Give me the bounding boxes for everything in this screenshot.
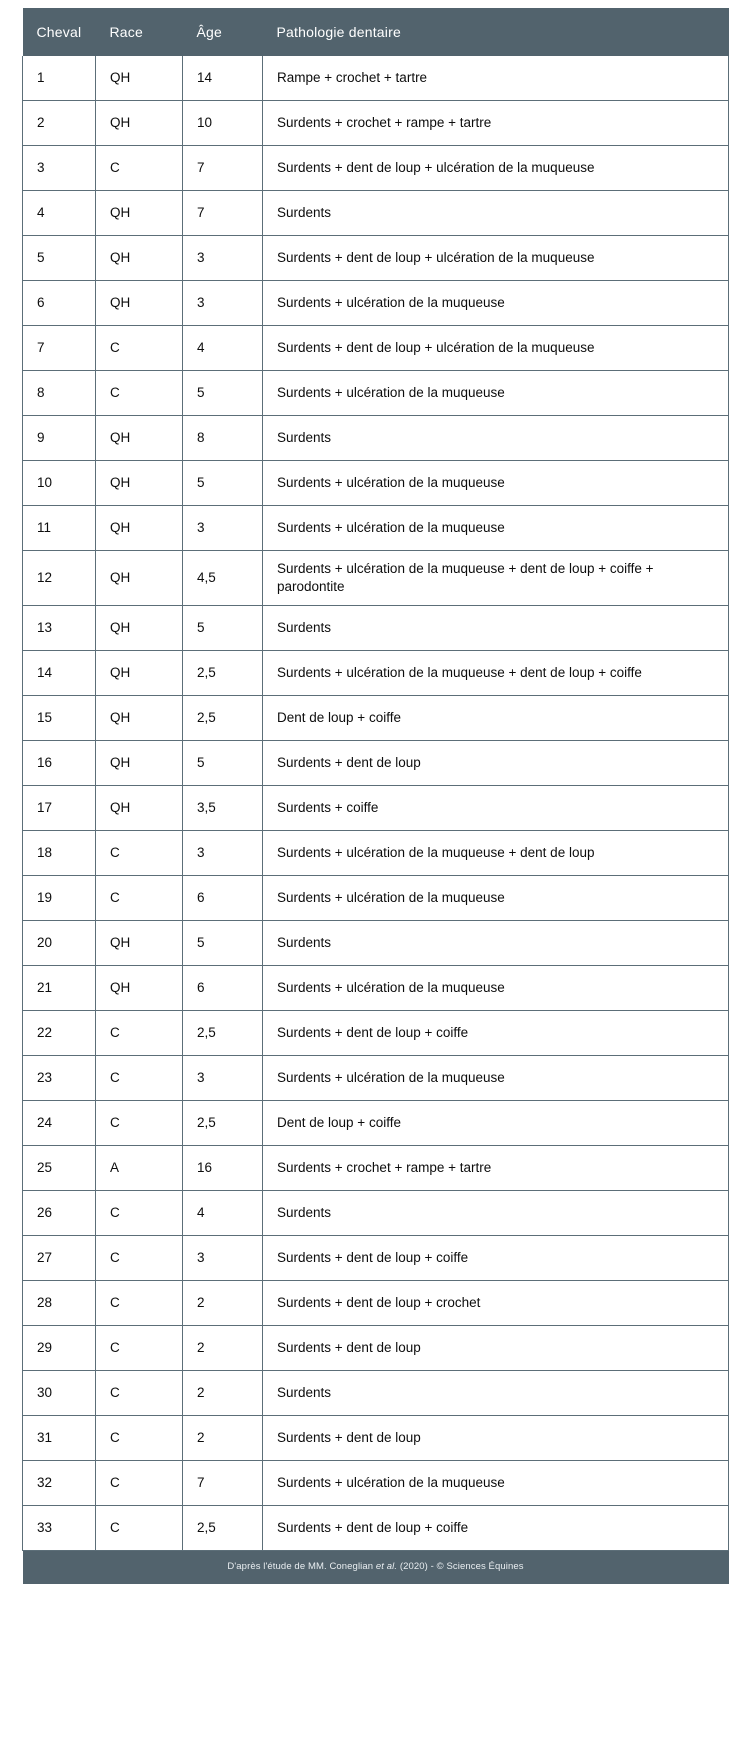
cell-age: 3,5 xyxy=(183,785,263,830)
cell-age: 14 xyxy=(183,56,263,101)
table-row xyxy=(23,551,729,606)
cell-age: 2,5 xyxy=(183,650,263,695)
table-row xyxy=(23,920,729,965)
cell-cheval: 5 xyxy=(23,236,96,281)
cell-cheval: 8 xyxy=(23,371,96,416)
table-row xyxy=(23,1415,729,1460)
cell-cheval: 12 xyxy=(23,551,96,606)
cell-cheval: 11 xyxy=(23,506,96,551)
cell-age: 3 xyxy=(183,1235,263,1280)
cell-race: QH xyxy=(96,785,183,830)
cell-race: C xyxy=(96,1460,183,1505)
cell-race: QH xyxy=(96,56,183,101)
cell-pathologie: Surdents + dent de loup + ulcération de la muqueuse xyxy=(263,146,729,191)
table-row xyxy=(23,56,729,101)
cell-race: C xyxy=(96,875,183,920)
cell-cheval: 28 xyxy=(23,1280,96,1325)
cell-race: QH xyxy=(96,191,183,236)
cell-race: QH xyxy=(96,551,183,606)
dental-pathology-table xyxy=(22,8,729,1584)
cell-cheval: 26 xyxy=(23,1190,96,1235)
cell-pathologie: Surdents + dent de loup xyxy=(263,1415,729,1460)
cell-age: 8 xyxy=(183,416,263,461)
cell-cheval: 10 xyxy=(23,461,96,506)
cell-pathologie: Surdents + ulcération de la muqueuse xyxy=(263,1460,729,1505)
cell-age: 4,5 xyxy=(183,551,263,606)
cell-age: 5 xyxy=(183,920,263,965)
cell-race: C xyxy=(96,1370,183,1415)
cell-cheval: 30 xyxy=(23,1370,96,1415)
cell-cheval: 19 xyxy=(23,875,96,920)
cell-race: QH xyxy=(96,965,183,1010)
cell-pathologie: Surdents xyxy=(263,191,729,236)
table-row xyxy=(23,1460,729,1505)
cell-race: C xyxy=(96,1235,183,1280)
cell-age: 5 xyxy=(183,740,263,785)
cell-pathologie: Surdents + ulcération de la muqueuse xyxy=(263,506,729,551)
cell-pathologie: Dent de loup + coiffe xyxy=(263,1100,729,1145)
cell-age: 2 xyxy=(183,1325,263,1370)
cell-pathologie: Surdents + ulcération de la muqueuse + dent de loup xyxy=(263,830,729,875)
cell-race: C xyxy=(96,1190,183,1235)
table-row xyxy=(23,1055,729,1100)
cell-pathologie: Surdents + ulcération de la muqueuse xyxy=(263,281,729,326)
cell-race: QH xyxy=(96,740,183,785)
source-credit-etal: et al. xyxy=(375,1561,398,1573)
table-row xyxy=(23,1280,729,1325)
cell-race: QH xyxy=(96,650,183,695)
cell-age: 6 xyxy=(183,965,263,1010)
cell-pathologie: Surdents + ulcération de la muqueuse xyxy=(263,965,729,1010)
cell-pathologie: Surdents + dent de loup + crochet xyxy=(263,1280,729,1325)
cell-age: 6 xyxy=(183,875,263,920)
cell-pathologie: Surdents xyxy=(263,1370,729,1415)
cell-pathologie: Surdents + ulcération de la muqueuse xyxy=(263,461,729,506)
cell-pathologie: Surdents + dent de loup + ulcération de la muqueuse xyxy=(263,236,729,281)
cell-cheval: 22 xyxy=(23,1010,96,1055)
table-row xyxy=(23,1325,729,1370)
cell-race: C xyxy=(96,1505,183,1550)
cell-race: C xyxy=(96,326,183,371)
cell-cheval: 16 xyxy=(23,740,96,785)
source-credit xyxy=(23,1550,729,1584)
cell-cheval: 31 xyxy=(23,1415,96,1460)
cell-cheval: 20 xyxy=(23,920,96,965)
cell-age: 2 xyxy=(183,1370,263,1415)
table-row xyxy=(23,371,729,416)
source-credit-prefix: D'après l'étude de MM. Coneglian xyxy=(227,1561,376,1573)
cell-pathologie: Surdents xyxy=(263,416,729,461)
table-row xyxy=(23,1190,729,1235)
table-row xyxy=(23,875,729,920)
cell-race: A xyxy=(96,1145,183,1190)
cell-cheval: 14 xyxy=(23,650,96,695)
cell-pathologie: Surdents + dent de loup + ulcération de la muqueuse xyxy=(263,326,729,371)
cell-age: 16 xyxy=(183,1145,263,1190)
table-row xyxy=(23,965,729,1010)
cell-race: C xyxy=(96,371,183,416)
cell-race: QH xyxy=(96,281,183,326)
cell-cheval: 13 xyxy=(23,605,96,650)
cell-age: 3 xyxy=(183,1055,263,1100)
cell-cheval: 15 xyxy=(23,695,96,740)
cell-age: 2 xyxy=(183,1415,263,1460)
cell-cheval: 24 xyxy=(23,1100,96,1145)
cell-race: C xyxy=(96,1415,183,1460)
cell-pathologie: Surdents + dent de loup xyxy=(263,740,729,785)
cell-pathologie: Surdents + coiffe xyxy=(263,785,729,830)
cell-cheval: 4 xyxy=(23,191,96,236)
table-row xyxy=(23,1370,729,1415)
cell-pathologie: Surdents + ulcération de la muqueuse + dent de loup + coiffe xyxy=(263,650,729,695)
table-row xyxy=(23,191,729,236)
column-header-pathologie-dentaire: Pathologie dentaire xyxy=(263,8,729,56)
table-row xyxy=(23,740,729,785)
table-row xyxy=(23,416,729,461)
table-header xyxy=(23,8,729,56)
cell-cheval: 33 xyxy=(23,1505,96,1550)
table-row xyxy=(23,1505,729,1550)
cell-age: 2,5 xyxy=(183,695,263,740)
cell-race: C xyxy=(96,1280,183,1325)
table-row xyxy=(23,695,729,740)
cell-age: 2,5 xyxy=(183,1505,263,1550)
cell-pathologie: Surdents xyxy=(263,920,729,965)
table-row xyxy=(23,236,729,281)
column-header-race: Race xyxy=(96,8,183,56)
table-footer-row xyxy=(23,1550,729,1584)
cell-age: 7 xyxy=(183,146,263,191)
table-row xyxy=(23,281,729,326)
cell-race: QH xyxy=(96,605,183,650)
cell-pathologie: Dent de loup + coiffe xyxy=(263,695,729,740)
cell-cheval: 3 xyxy=(23,146,96,191)
cell-age: 3 xyxy=(183,830,263,875)
cell-race: QH xyxy=(96,461,183,506)
table-row xyxy=(23,1145,729,1190)
cell-age: 10 xyxy=(183,101,263,146)
column-header-age: Âge xyxy=(183,8,263,56)
cell-race: C xyxy=(96,1055,183,1100)
cell-race: QH xyxy=(96,416,183,461)
cell-pathologie: Surdents + crochet + rampe + tartre xyxy=(263,1145,729,1190)
cell-cheval: 2 xyxy=(23,101,96,146)
cell-age: 5 xyxy=(183,605,263,650)
table-row xyxy=(23,1100,729,1145)
cell-cheval: 25 xyxy=(23,1145,96,1190)
cell-race: C xyxy=(96,1100,183,1145)
table-row xyxy=(23,1010,729,1055)
cell-pathologie: Surdents + ulcération de la muqueuse xyxy=(263,875,729,920)
cell-pathologie: Surdents + dent de loup + coiffe xyxy=(263,1235,729,1280)
table-row xyxy=(23,650,729,695)
cell-race: C xyxy=(96,146,183,191)
cell-race: C xyxy=(96,1010,183,1055)
cell-age: 4 xyxy=(183,1190,263,1235)
table-body xyxy=(23,56,729,1550)
table-header-row xyxy=(23,8,729,56)
cell-cheval: 29 xyxy=(23,1325,96,1370)
table-row xyxy=(23,830,729,875)
cell-pathologie: Surdents xyxy=(263,1190,729,1235)
cell-pathologie: Surdents xyxy=(263,605,729,650)
cell-race: QH xyxy=(96,236,183,281)
cell-age: 5 xyxy=(183,371,263,416)
column-header-cheval: Cheval xyxy=(23,8,96,56)
cell-race: C xyxy=(96,1325,183,1370)
pathology-table-container xyxy=(22,8,728,1584)
cell-pathologie: Surdents + ulcération de la muqueuse xyxy=(263,371,729,416)
cell-race: QH xyxy=(96,101,183,146)
cell-race: QH xyxy=(96,920,183,965)
table-row xyxy=(23,1235,729,1280)
cell-pathologie: Surdents + dent de loup + coiffe xyxy=(263,1505,729,1550)
cell-cheval: 23 xyxy=(23,1055,96,1100)
cell-cheval: 1 xyxy=(23,56,96,101)
cell-age: 2,5 xyxy=(183,1010,263,1055)
table-row xyxy=(23,326,729,371)
cell-cheval: 18 xyxy=(23,830,96,875)
cell-cheval: 9 xyxy=(23,416,96,461)
cell-cheval: 32 xyxy=(23,1460,96,1505)
table-row xyxy=(23,506,729,551)
source-credit-suffix: (2020) - © Sciences Équines xyxy=(397,1561,524,1573)
cell-race: C xyxy=(96,830,183,875)
cell-age: 7 xyxy=(183,191,263,236)
table-row xyxy=(23,461,729,506)
table-row xyxy=(23,146,729,191)
cell-age: 2,5 xyxy=(183,1100,263,1145)
cell-pathologie: Surdents + dent de loup + coiffe xyxy=(263,1010,729,1055)
cell-pathologie: Surdents + ulcération de la muqueuse xyxy=(263,1055,729,1100)
cell-age: 2 xyxy=(183,1280,263,1325)
cell-pathologie: Surdents + crochet + rampe + tartre xyxy=(263,101,729,146)
cell-cheval: 17 xyxy=(23,785,96,830)
cell-cheval: 21 xyxy=(23,965,96,1010)
cell-cheval: 7 xyxy=(23,326,96,371)
cell-age: 4 xyxy=(183,326,263,371)
cell-pathologie: Surdents + dent de loup xyxy=(263,1325,729,1370)
cell-age: 5 xyxy=(183,461,263,506)
cell-age: 3 xyxy=(183,236,263,281)
cell-cheval: 6 xyxy=(23,281,96,326)
cell-age: 7 xyxy=(183,1460,263,1505)
cell-cheval: 27 xyxy=(23,1235,96,1280)
cell-race: QH xyxy=(96,506,183,551)
cell-pathologie: Rampe + crochet + tartre xyxy=(263,56,729,101)
table-footer xyxy=(23,1550,729,1584)
cell-age: 3 xyxy=(183,281,263,326)
table-row xyxy=(23,785,729,830)
table-row xyxy=(23,101,729,146)
cell-pathologie: Surdents + ulcération de la muqueuse + dent de loup + coiffe + parodontite xyxy=(263,551,729,606)
cell-race: QH xyxy=(96,695,183,740)
cell-age: 3 xyxy=(183,506,263,551)
table-row xyxy=(23,605,729,650)
